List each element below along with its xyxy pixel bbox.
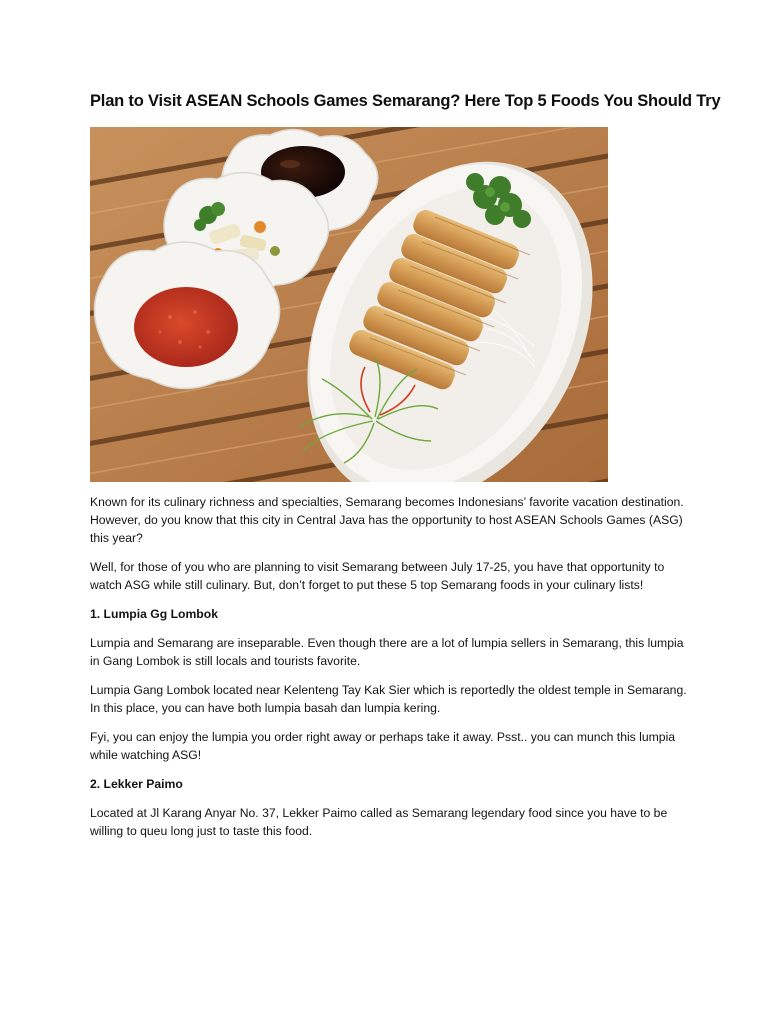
section-2-paragraph-1: Located at Jl Karang Anyar No. 37, Lekker Paimo called as Semarang legendary food since you have to be willing to queu long just to taste this food. — [90, 806, 668, 838]
section-heading-lekker: 2. Lekker Paimo — [90, 777, 183, 791]
spring-rolls-plate-photo — [90, 127, 608, 482]
article-body — [90, 493, 690, 851]
section-1-paragraph-1: Lumpia and Semarang are inseparable. Even though there are a lot of lumpia sellers in Semarang, this lumpia in Gang Lombok is still locals and tourists favorite. — [90, 636, 684, 668]
intro-paragraph-1: Known for its culinary richness and specialties, Semarang becomes Indonesians’ favorite vacation destination. However, do you know that this city in Central Java has the opportunity to host ASEAN Schools Games (ASG) this year? — [90, 495, 684, 545]
article-title: Plan to Visit ASEAN Schools Games Semarang? Here Top 5 Foods You Should Try — [90, 92, 721, 110]
section-1-paragraph-3: Fyi, you can enjoy the lumpia you order right away or perhaps take it away. Psst.. you can munch this lumpia while watching ASG! — [90, 730, 676, 762]
intro-paragraph-2: Well, for those of you who are planning to visit Semarang between July 17-25, you have that opportunity to watch ASG while still culinary. But, don’t forget to put these 5 top Semarang foods in your culinary lists! — [90, 560, 665, 592]
section-heading-lumpia: 1. Lumpia Gg Lombok — [90, 607, 218, 621]
section-1-paragraph-2: Lumpia Gang Lombok located near Kelenteng Tay Kak Sier which is reportedly the oldest temple in Semarang. In this place, you can have both lumpia basah dan lumpia kering. — [90, 683, 687, 715]
